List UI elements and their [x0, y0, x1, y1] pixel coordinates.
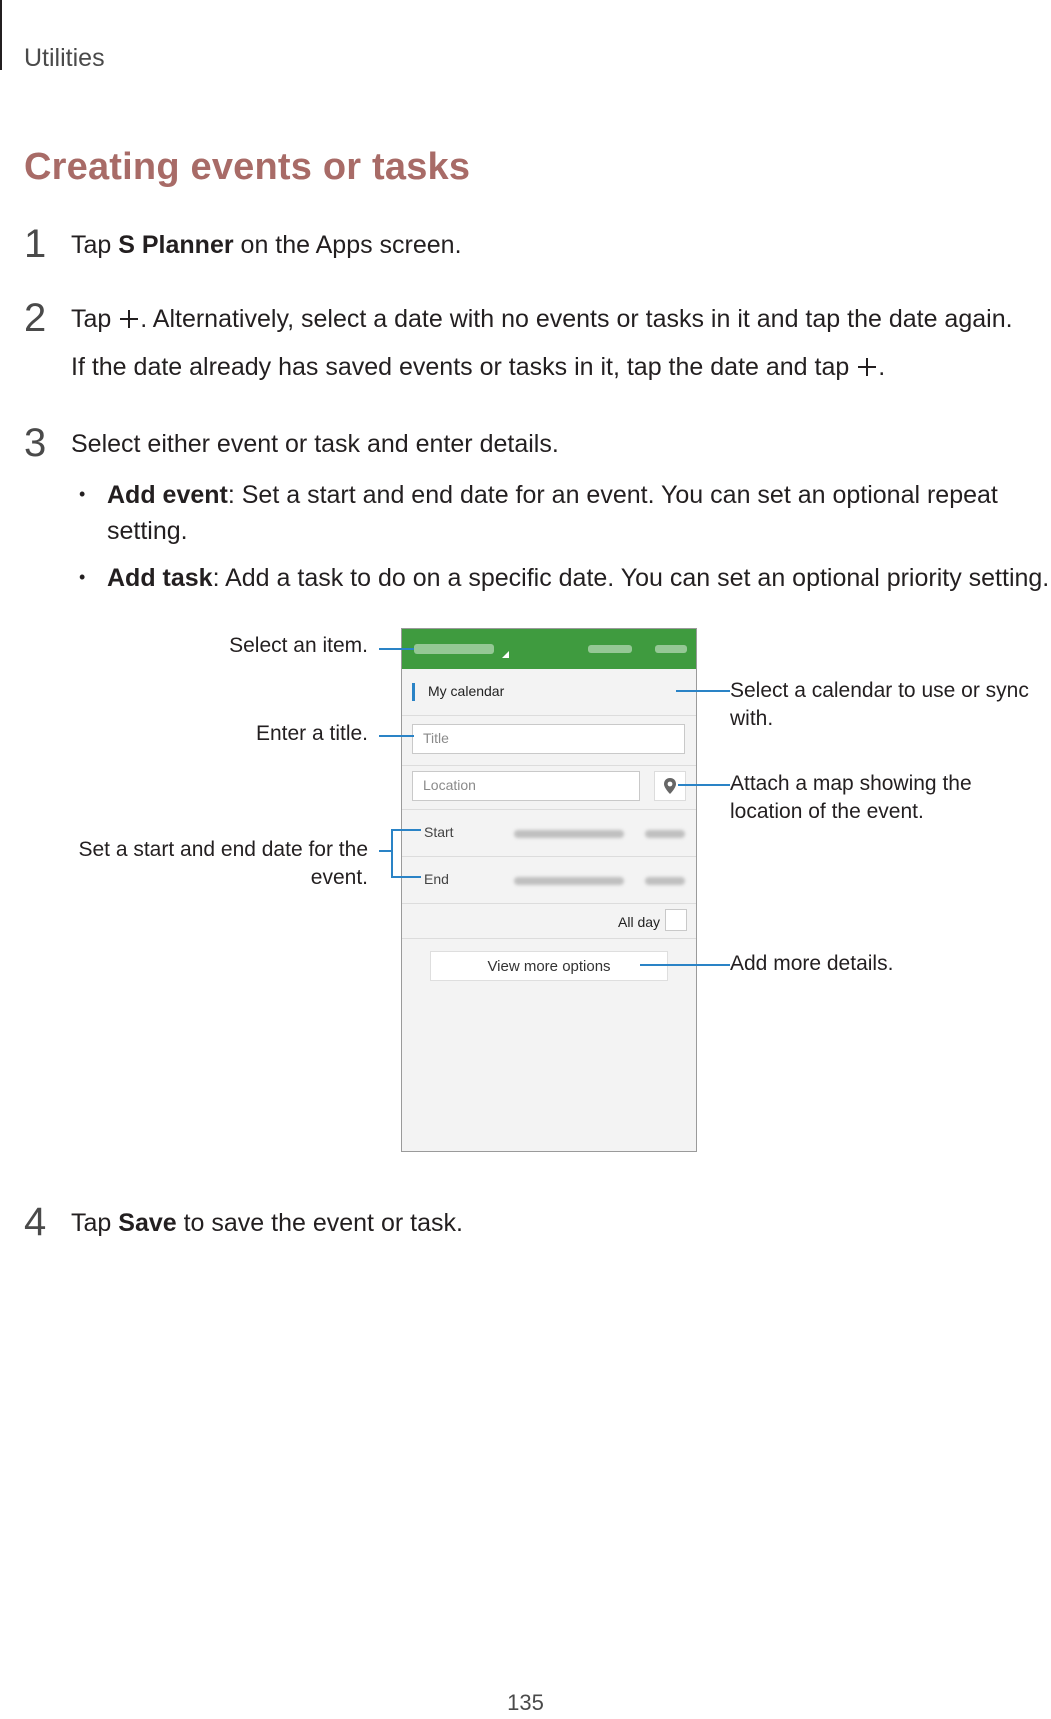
step-4-bold: Save	[118, 1209, 177, 1237]
map-button	[654, 771, 686, 801]
callout-line	[379, 850, 391, 852]
bullet-add-event	[107, 477, 1047, 549]
callout-line	[640, 964, 730, 966]
step-number-1: 1	[24, 222, 47, 266]
app-bar	[402, 629, 696, 669]
save-button-blurred	[655, 645, 687, 653]
section-title: Creating events or tasks	[24, 146, 471, 188]
all-day-checkbox	[665, 909, 687, 931]
header-rule	[0, 0, 2, 70]
all-day-label: All day	[618, 914, 661, 930]
calendar-row	[402, 669, 696, 716]
map-pin-icon	[655, 772, 685, 800]
start-row	[402, 810, 696, 857]
running-header: Utilities	[24, 44, 105, 72]
step-1-text	[71, 227, 462, 263]
bullet-add-task	[107, 560, 1050, 596]
bullet-dot: •	[79, 567, 86, 587]
dropdown-indicator-icon	[502, 651, 509, 658]
step-4-post: to save the event or task.	[176, 1209, 463, 1237]
plus-icon	[120, 310, 138, 328]
title-input: Title	[412, 724, 685, 754]
end-time-blurred	[645, 877, 685, 885]
calendar-color-bar	[412, 683, 415, 701]
step-2-text	[71, 301, 1013, 337]
divider	[402, 938, 696, 939]
step-1-pre: Tap	[71, 231, 119, 259]
callout-add-more: Add more details.	[730, 952, 894, 975]
callout-select-calendar-line2: with.	[730, 707, 774, 730]
view-more-options-button: View more options	[430, 951, 668, 981]
step-1-post: on the Apps screen.	[233, 231, 462, 259]
location-input: Location	[412, 771, 640, 801]
start-time-blurred	[645, 830, 685, 838]
step-2-note-pre: If the date already has saved events or tasks in it, tap the date and tap	[71, 353, 857, 381]
end-label: End	[424, 871, 449, 887]
end-date-blurred	[514, 877, 624, 885]
divider	[402, 765, 696, 766]
callout-attach-map-line2: location of the event.	[730, 800, 924, 823]
start-date-blurred	[514, 830, 624, 838]
callout-line	[678, 784, 730, 786]
callout-set-dates-line1: Set a start and end date for the	[78, 838, 368, 861]
calendar-name: My calendar	[428, 683, 505, 699]
step-2-pre: Tap	[71, 305, 119, 333]
step-3-text: Select either event or task and enter details.	[71, 430, 559, 458]
callout-select-calendar-line1: Select a calendar to use or sync	[730, 679, 1029, 702]
bullet-add-task-label: Add task	[107, 564, 213, 592]
callout-enter-title: Enter a title.	[255, 722, 368, 745]
cancel-button-blurred	[588, 645, 632, 653]
step-4-text	[71, 1205, 463, 1241]
step-number-2: 2	[24, 296, 47, 340]
step-2-note	[71, 349, 885, 385]
plus-icon	[858, 358, 876, 376]
bullet-add-event-label: Add event	[107, 481, 228, 509]
callout-set-dates-line2: event.	[310, 866, 368, 889]
step-number-3: 3	[24, 421, 47, 465]
callout-line	[379, 735, 414, 737]
callout-bracket	[391, 829, 393, 877]
bullet-add-event-text: : Set a start and end date for an event. You can set an optional repeat setting.	[107, 481, 998, 545]
step-number-4: 4	[24, 1200, 47, 1244]
page-number: 135	[507, 1690, 544, 1715]
start-label: Start	[424, 824, 454, 840]
bullet-dot: •	[79, 484, 86, 504]
callout-line	[391, 829, 421, 831]
step-1-bold: S Planner	[118, 231, 234, 259]
bullet-add-task-text: : Add a task to do on a specific date. You can set an optional priority setting.	[212, 564, 1050, 592]
add-event-selector-blurred	[414, 644, 494, 654]
step-2-post: . Alternatively, select a date with no events or tasks in it and tap the date again.	[140, 305, 1013, 333]
step-4-pre: Tap	[71, 1209, 119, 1237]
callout-attach-map-line1: Attach a map showing the	[730, 772, 972, 795]
callout-line	[379, 648, 414, 650]
step-2-note-post: .	[878, 353, 886, 381]
callout-line	[391, 876, 421, 878]
callout-select-item: Select an item.	[229, 634, 368, 657]
end-row	[402, 857, 696, 904]
callout-line	[676, 690, 730, 692]
phone-screenshot	[401, 628, 697, 1152]
